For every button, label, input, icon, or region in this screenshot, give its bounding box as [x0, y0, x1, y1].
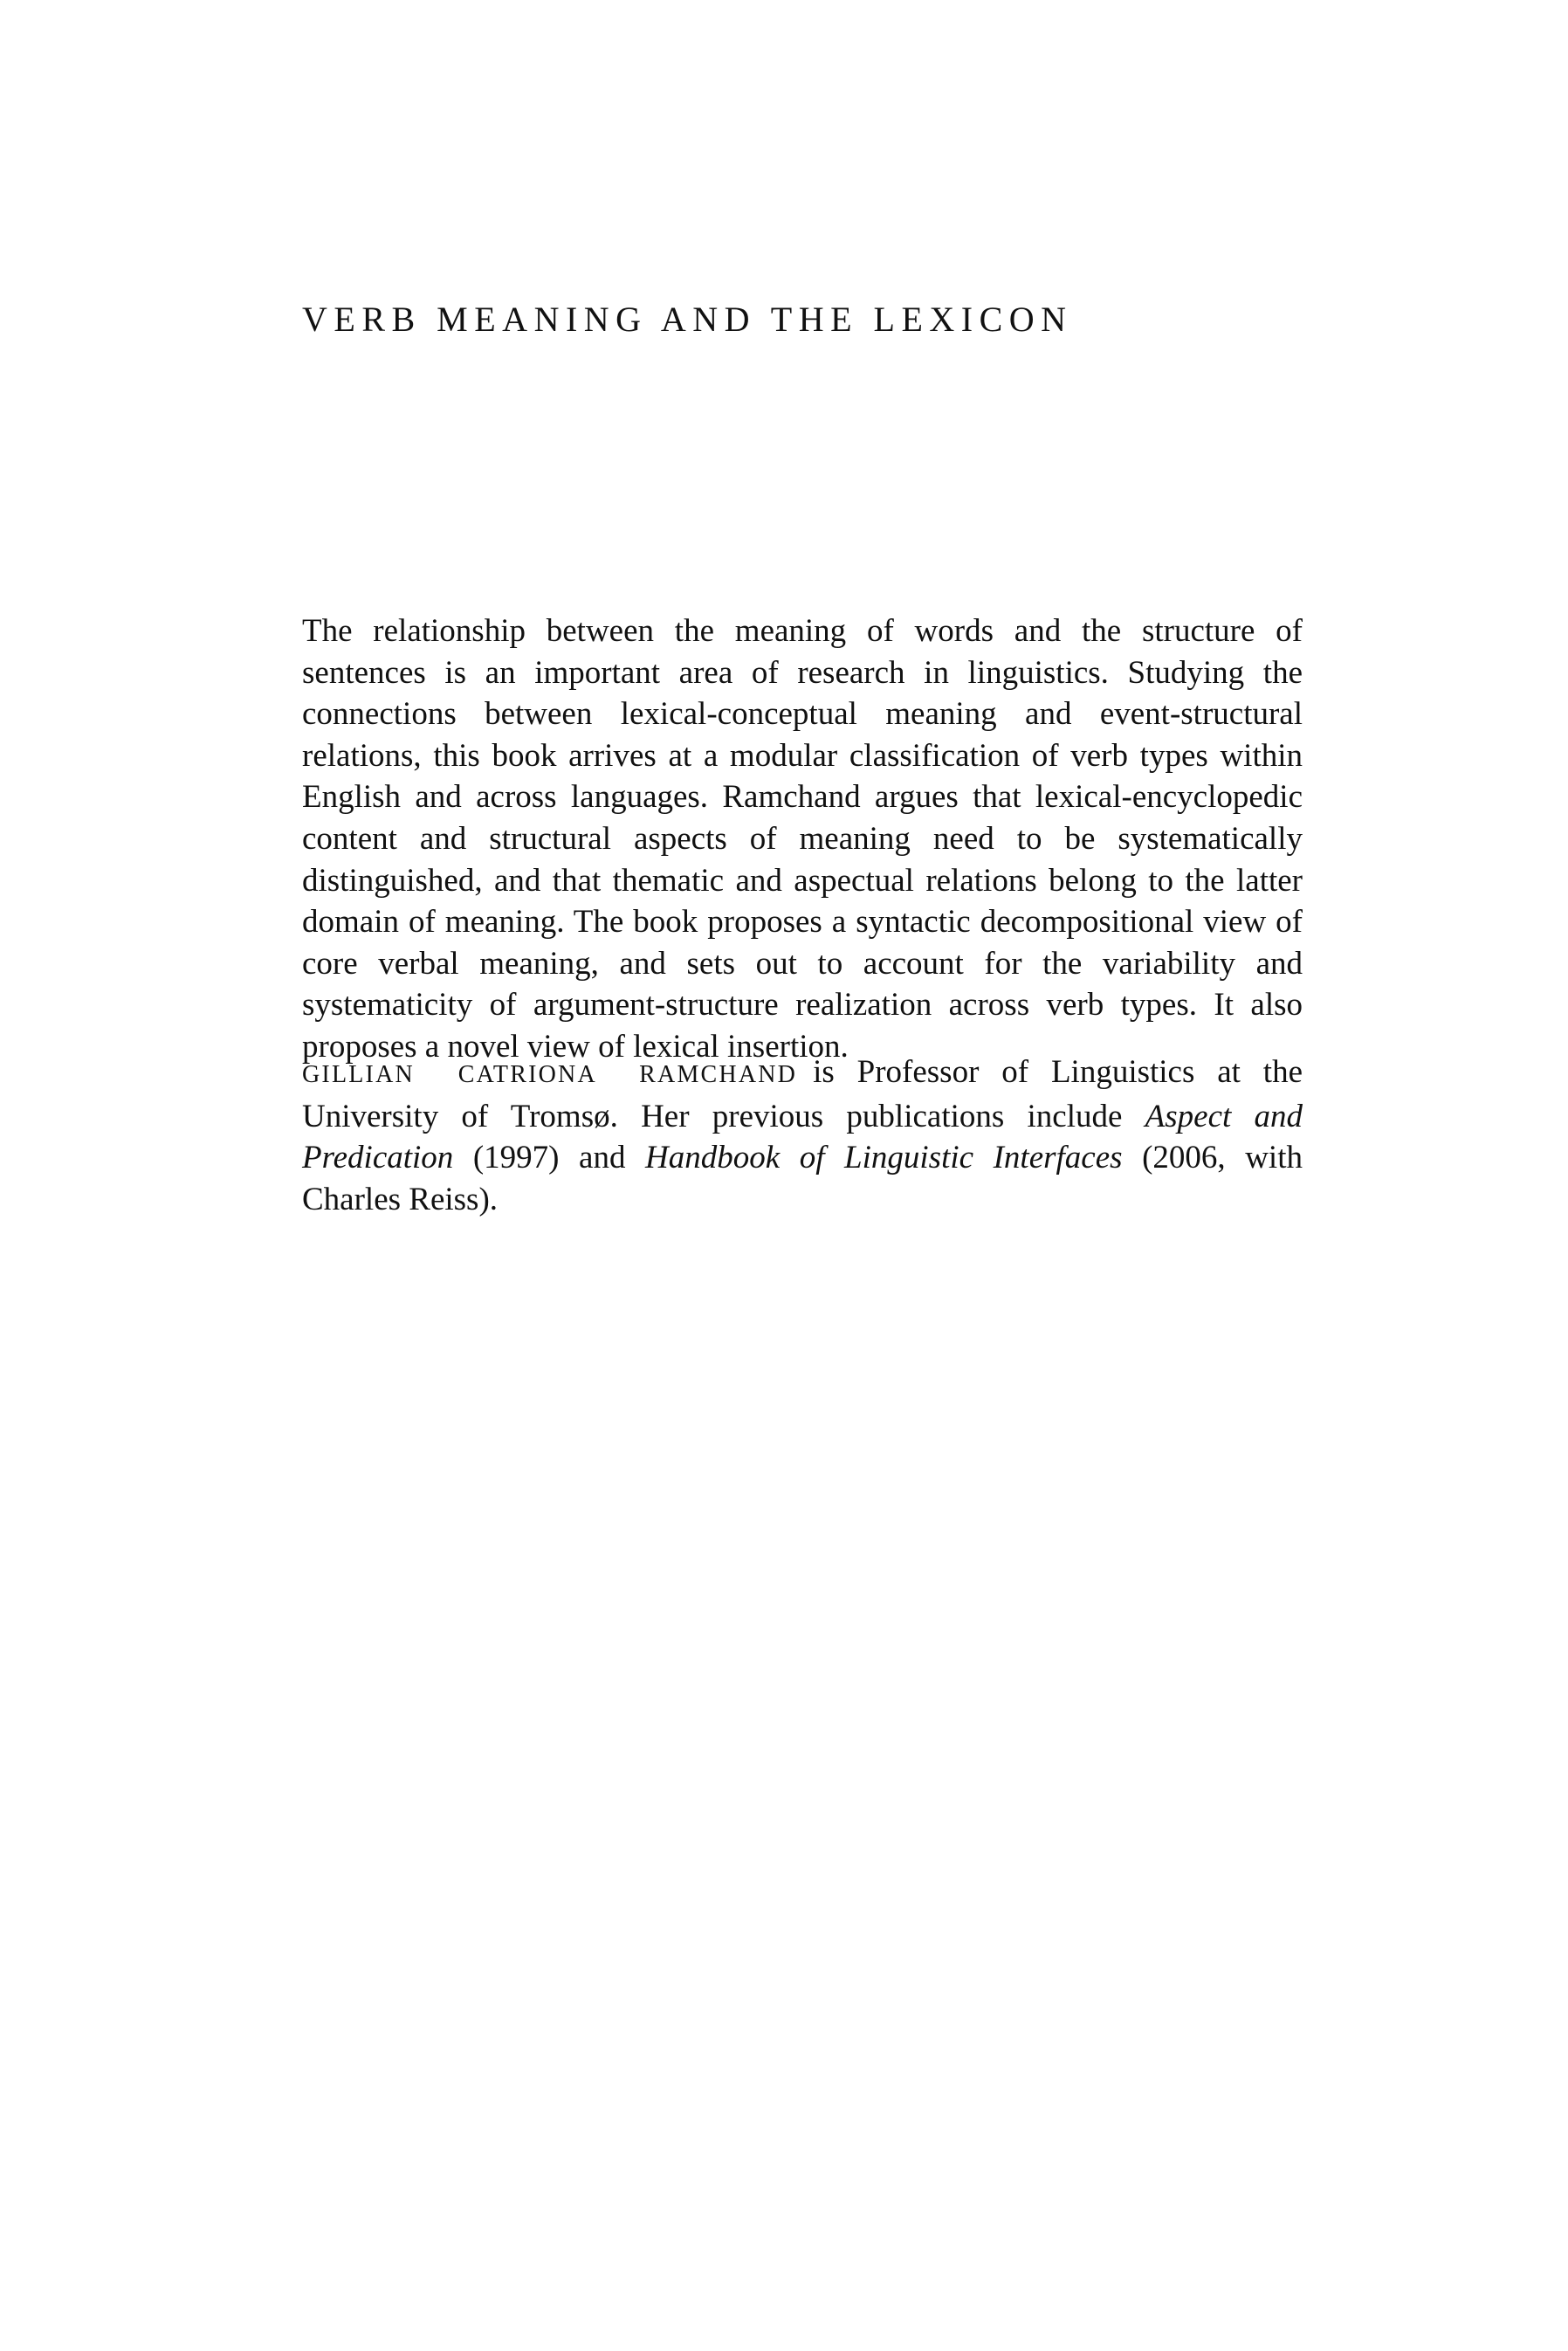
book-title: VERB MEANING AND THE LEXICON: [302, 300, 1073, 339]
publication-title: Aspect and Predication: [302, 1098, 1303, 1176]
author-bio-text: (2006, with Charles Reiss).: [302, 1140, 1303, 1217]
publication-title: Handbook of Linguistic Interfaces: [645, 1140, 1123, 1176]
author-bio: [302, 1051, 1303, 1220]
author-name: GILLIAN CATRIONA RAMCHAND: [302, 1061, 798, 1088]
author-bio-text: is Professor of Linguistics at the University of Tromsø. Her previous publications include: [302, 1054, 1303, 1134]
author-bio-text: (1997) and: [453, 1140, 646, 1176]
book-description: The relationship between the meaning of words and the structure of sentences is an important area of research in linguistics. Studying the connections between lexical-conceptual meaning and event-structural relations, this book arrives at a modular classification of verb types within English and across languages. Ramchand argues that lexical-encyclopedic content and structural aspects of meaning need to be systematically distinguished, and that thematic and aspectual relations belong to the latter domain of meaning. The book proposes a syntactic decompositional view of core verbal meaning, and sets out to account for the variability and systematicity of argument-structure realization across verb types. It also proposes a novel view of lexical insertion.: [302, 613, 1303, 1065]
